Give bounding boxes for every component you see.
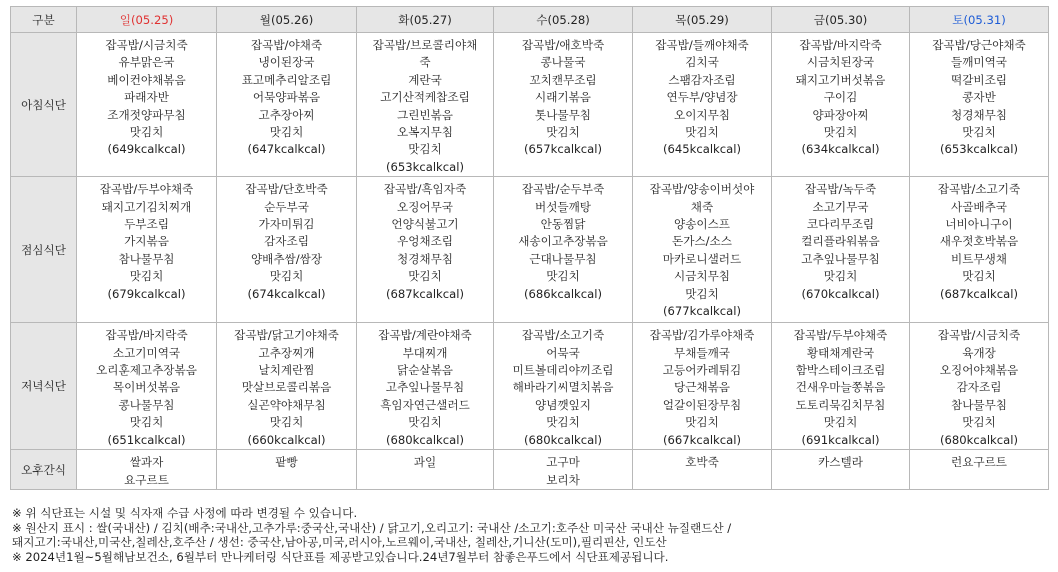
menu-item: 황태채계란국 xyxy=(806,345,875,360)
menu-item: 맛김치 xyxy=(546,415,580,430)
menu-item: 맛김치 xyxy=(823,415,858,430)
menu-item: 감자조림 xyxy=(264,234,309,249)
corner-header: 구분 xyxy=(11,7,77,33)
menu-item: 오복지무침 xyxy=(397,125,453,140)
menu-cell xyxy=(77,33,217,177)
menu-item: 건새우마늘쫑볶음 xyxy=(795,380,886,395)
menu-item: 쌀과자 xyxy=(129,455,164,470)
meal-row-label: 점심식단 xyxy=(11,177,77,323)
day-header-tue: 화(05.27) xyxy=(357,7,494,33)
menu-item: (657kcalkcal) xyxy=(523,142,602,157)
menu-item: 잡곡밥/닭고기야채죽 xyxy=(234,328,339,343)
menu-item: 무채들깨국 xyxy=(674,345,730,360)
menu-cell xyxy=(77,323,217,450)
menu-item: 맛김치 xyxy=(685,415,719,430)
meal-plan-table xyxy=(10,6,1049,490)
menu-cell xyxy=(772,450,910,490)
menu-item: 가자미튀김 xyxy=(258,217,315,232)
day-header-sun: 일(05.25) xyxy=(77,7,217,33)
menu-item: 맛김치 xyxy=(129,125,164,140)
menu-item: 맛김치 xyxy=(685,286,719,301)
menu-item: 고등어카레튀김 xyxy=(662,363,742,378)
menu-item: 들깨미역국 xyxy=(951,55,1007,70)
menu-item: (649kcalkcal) xyxy=(107,142,186,157)
menu-cell xyxy=(910,323,1049,450)
menu-item: 고추장찌개 xyxy=(258,345,315,360)
menu-cell xyxy=(494,450,633,490)
menu-item: 시금치된장국 xyxy=(806,55,875,70)
menu-item: 소고기미역국 xyxy=(112,345,181,360)
menu-item: 맛김치 xyxy=(408,415,442,430)
menu-item: (680kcalkcal) xyxy=(939,432,1018,447)
menu-item: 잡곡밥/흑임자죽 xyxy=(383,182,467,197)
menu-item: 오이지무침 xyxy=(674,107,730,122)
menu-item: 부대찌개 xyxy=(402,345,448,360)
menu-item: 잡곡밥/애호박죽 xyxy=(521,38,605,52)
menu-item: 잡곡밥/두부야채죽 xyxy=(99,182,194,197)
menu-item: 잡곡밥/브로콜리야채 xyxy=(372,38,478,52)
menu-item: 스팸감자조림 xyxy=(668,72,736,87)
menu-item: 콩나물국 xyxy=(540,55,586,70)
day-header-mon: 월(05.26) xyxy=(217,7,357,33)
menu-item: 새우젓호박볶음 xyxy=(939,234,1019,249)
menu-item: 런요구르트 xyxy=(951,455,1007,470)
menu-item: 어묵국 xyxy=(546,345,580,360)
menu-item: 맛김치 xyxy=(962,269,996,284)
menu-item: 맛살브로콜리볶음 xyxy=(241,380,332,395)
menu-item: 근대나물무침 xyxy=(529,251,597,266)
menu-item: 맛김치 xyxy=(823,269,858,284)
menu-item: 양파장아찌 xyxy=(812,107,869,122)
menu-cell xyxy=(217,177,357,323)
menu-item: 가지볶음 xyxy=(124,234,169,249)
menu-item: 언양식불고기 xyxy=(391,217,459,232)
menu-item: 맛김치 xyxy=(269,125,304,140)
menu-item: 잡곡밥/소고기죽 xyxy=(937,182,1021,197)
menu-cell xyxy=(772,323,910,450)
meal-row-breakfast xyxy=(11,33,1049,177)
menu-item: 콩나물무침 xyxy=(118,397,175,412)
menu-item: 연두부/양념장 xyxy=(666,90,738,105)
menu-item: 채죽 xyxy=(690,199,714,214)
menu-cell xyxy=(910,33,1049,177)
menu-item: 고추잎나물무침 xyxy=(385,380,465,395)
menu-item: 콩자반 xyxy=(962,90,996,105)
menu-item: 순두부국 xyxy=(264,199,309,214)
menu-item: 감자조림 xyxy=(956,380,1002,395)
footnotes xyxy=(12,506,1046,564)
menu-item: 청경채무침 xyxy=(951,107,1007,122)
menu-cell xyxy=(772,177,910,323)
menu-item: 계란국 xyxy=(408,72,442,87)
menu-item: (670kcalkcal) xyxy=(801,286,880,301)
menu-item: 카스텔라 xyxy=(818,455,863,470)
menu-cell xyxy=(357,177,494,323)
menu-item: 잡곡밥/시금치죽 xyxy=(105,38,188,52)
menu-item: 죽 xyxy=(419,55,431,70)
meal-row-snack xyxy=(11,450,1049,490)
menu-item: 돼지고기버섯볶음 xyxy=(795,72,886,87)
menu-item: 맛김치 xyxy=(269,415,304,430)
menu-item: 사골배추국 xyxy=(951,199,1007,214)
menu-item: 비트무생채 xyxy=(951,251,1007,266)
menu-item: 오징어무국 xyxy=(397,199,453,214)
menu-item: 해바라기씨멸치볶음 xyxy=(512,380,614,395)
footnote-line: ※ 2024년1월~5월해남보건소, 6월부터 만나케터링 식단표를 제공받고있습니다.24년7월부터 참좋은푸드에서 식단표제공됩니다. xyxy=(12,549,669,564)
menu-item: 유부맑은국 xyxy=(118,55,175,70)
menu-item: (677kcalkcal) xyxy=(662,304,741,319)
day-header-wed: 수(05.28) xyxy=(494,7,633,33)
menu-cell xyxy=(357,450,494,490)
menu-item: 맛김치 xyxy=(823,125,858,140)
menu-cell xyxy=(633,323,772,450)
header-row xyxy=(11,7,1049,33)
menu-item: 얼갈이된장무침 xyxy=(662,397,742,412)
footnote-line: ※ 위 식단표는 시설 및 식자재 수급 사정에 따라 변경될 수 있습니다. xyxy=(12,506,358,520)
menu-item: 목이버섯볶음 xyxy=(112,380,181,395)
menu-item: 당근채볶음 xyxy=(674,380,730,395)
menu-item: 안동찜닭 xyxy=(540,217,586,232)
menu-cell xyxy=(910,450,1049,490)
menu-item: (679kcalkcal) xyxy=(107,286,186,301)
menu-cell xyxy=(633,177,772,323)
footnote-line: ※ 원산지 표시 : 쌀(국내산) / 김치(배추:국내산,고추가루:중국산,국내산) / 닭고기,오리고기: 국내산 /소고기:호주산 미국산 국내산 뉴질랜드산 / xyxy=(12,520,732,535)
menu-item: 잡곡밥/당근야채죽 xyxy=(932,38,1026,52)
menu-cell xyxy=(217,450,357,490)
menu-item: 시래기볶음 xyxy=(535,90,591,105)
menu-item: (651kcalkcal) xyxy=(107,432,186,447)
menu-cell xyxy=(494,33,633,177)
menu-item: 돼지고기김치찌개 xyxy=(101,199,192,214)
menu-item: 양념깻잎지 xyxy=(535,397,591,412)
menu-item: 고구마 xyxy=(546,455,580,470)
menu-item: 구이김 xyxy=(823,90,858,105)
menu-cell xyxy=(772,33,910,177)
menu-item: 맛김치 xyxy=(408,142,442,157)
menu-item: 날치계란찜 xyxy=(258,363,315,378)
menu-item: 잡곡밥/양송이버섯야 xyxy=(649,182,755,197)
menu-item: (645kcalkcal) xyxy=(662,142,741,157)
menu-item: 도토리묵김치무침 xyxy=(795,397,886,412)
meal-row-lunch xyxy=(11,177,1049,323)
menu-item: 호박죽 xyxy=(685,455,719,470)
menu-item: 맛김치 xyxy=(129,415,164,430)
menu-item: (653kcalkcal) xyxy=(939,142,1018,157)
menu-item: (680kcalkcal) xyxy=(385,432,464,447)
menu-item: 맛김치 xyxy=(962,125,996,140)
menu-item: (667kcalkcal) xyxy=(662,432,741,447)
menu-cell xyxy=(633,450,772,490)
menu-item: 잡곡밥/야채죽 xyxy=(250,38,323,52)
menu-item: (680kcalkcal) xyxy=(523,432,602,447)
menu-item: 맛김치 xyxy=(129,269,164,284)
menu-item: 잡곡밥/순두부죽 xyxy=(521,182,605,197)
menu-item: (647kcalkcal) xyxy=(247,142,326,157)
menu-item: 돈가스/소스 xyxy=(672,234,732,249)
menu-item: 잡곡밥/단호박죽 xyxy=(245,182,328,197)
menu-item: 고기산적케찹조림 xyxy=(380,90,470,105)
menu-item: 두부조림 xyxy=(124,217,169,232)
menu-item: 참나물무침 xyxy=(951,397,1007,412)
meal-row-dinner xyxy=(11,323,1049,450)
menu-item: 고추장아찌 xyxy=(258,107,315,122)
menu-item: 소고기무국 xyxy=(812,199,869,214)
menu-item: 꼬치캔무조림 xyxy=(529,72,597,87)
day-header-sat: 토(05.31) xyxy=(910,7,1049,33)
menu-item: 코다리무조림 xyxy=(806,217,875,232)
menu-item: 우엉채조림 xyxy=(397,234,453,249)
menu-item: (691kcalkcal) xyxy=(801,432,880,447)
menu-item: 그린빈볶음 xyxy=(397,107,453,122)
day-header-fri: 금(05.30) xyxy=(772,7,910,33)
menu-item: 미트볼데리야끼조림 xyxy=(512,363,614,378)
menu-item: 육개장 xyxy=(962,345,996,360)
menu-item: 함박스테이크조림 xyxy=(795,363,886,378)
menu-item: 흑임자연근샐러드 xyxy=(380,397,470,412)
menu-item: 맛김치 xyxy=(685,125,719,140)
menu-item: 마카로니샐러드 xyxy=(662,251,742,266)
menu-item: 맛김치 xyxy=(408,269,442,284)
menu-cell xyxy=(77,450,217,490)
menu-item: 버섯들깨탕 xyxy=(535,199,591,214)
menu-cell xyxy=(494,177,633,323)
menu-item: 잡곡밥/시금치죽 xyxy=(937,328,1021,343)
menu-item: 양배추쌈/쌈장 xyxy=(250,251,323,266)
menu-item: 청경채무침 xyxy=(397,251,453,266)
menu-item: 잡곡밥/바지락죽 xyxy=(105,328,188,343)
menu-item: 참나물무침 xyxy=(118,251,175,266)
menu-item: (686kcalkcal) xyxy=(523,286,602,301)
menu-cell xyxy=(217,33,357,177)
menu-item: 너비아니구이 xyxy=(945,217,1013,232)
menu-item: 고추잎나물무침 xyxy=(801,251,880,266)
menu-item: (674kcalkcal) xyxy=(247,286,326,301)
menu-cell xyxy=(357,323,494,450)
menu-item: 오리훈제고추장볶음 xyxy=(96,363,197,378)
menu-item: 김치국 xyxy=(685,55,719,70)
day-header-thu: 목(05.29) xyxy=(633,7,772,33)
menu-cell xyxy=(633,33,772,177)
meal-row-label: 아침식단 xyxy=(11,33,77,177)
meal-row-label: 저녁식단 xyxy=(11,323,77,450)
menu-item: 요구르트 xyxy=(124,472,169,487)
menu-item: (687kcalkcal) xyxy=(385,286,464,301)
menu-cell xyxy=(357,33,494,177)
menu-item: 잡곡밥/계란야채죽 xyxy=(378,328,472,343)
menu-cell xyxy=(494,323,633,450)
menu-item: 어묵양파볶음 xyxy=(252,90,321,105)
menu-item: 보리차 xyxy=(546,472,580,487)
menu-item: 닭순살볶음 xyxy=(397,363,453,378)
menu-item: 맛김치 xyxy=(546,125,580,140)
menu-item: 베이컨야채볶음 xyxy=(107,72,186,87)
menu-item: 맛김치 xyxy=(269,269,304,284)
menu-item: 컬리플라워볶음 xyxy=(801,234,880,249)
menu-cell xyxy=(77,177,217,323)
menu-cell xyxy=(217,323,357,450)
menu-item: 실곤약야채무침 xyxy=(247,397,326,412)
menu-item: 잡곡밥/녹두죽 xyxy=(804,182,877,197)
menu-item: 냉이된장국 xyxy=(258,55,315,70)
menu-item: (687kcalkcal) xyxy=(939,286,1018,301)
menu-item: 잡곡밥/김가루야채죽 xyxy=(649,328,755,343)
menu-item: 잡곡밥/두부야채죽 xyxy=(793,328,888,343)
menu-item: 표고메추리알조림 xyxy=(241,72,332,87)
menu-item: 잡곡밥/들깨야채죽 xyxy=(655,38,749,52)
menu-item: 조개젓양파무침 xyxy=(107,107,186,122)
meal-row-label: 오후간식 xyxy=(11,450,77,490)
menu-item: 잡곡밥/바지락죽 xyxy=(799,38,882,52)
menu-item: 팥빵 xyxy=(275,455,298,470)
menu-item: 떡갈비조림 xyxy=(951,72,1007,87)
menu-item: 시금치무침 xyxy=(674,269,730,284)
menu-item: (660kcalkcal) xyxy=(247,432,326,447)
menu-item: 오징어야채볶음 xyxy=(939,363,1019,378)
menu-item: 맛김치 xyxy=(546,269,580,284)
menu-item: 양송이스프 xyxy=(674,217,730,232)
menu-cell xyxy=(910,177,1049,323)
menu-item: 맛김치 xyxy=(962,415,996,430)
menu-item: 과일 xyxy=(413,455,437,470)
menu-item: (634kcalkcal) xyxy=(801,142,880,157)
menu-item: 톳나물무침 xyxy=(535,107,591,122)
footnote-line: 돼지고기:국내산,미국산,칠레산,호주산 / 생선: 중국산,남아공,미국,러시아,노르웨이,국내산, 칠레산,기니산(도미),필리핀산, 인도산 xyxy=(12,535,667,550)
menu-item: 잡곡밥/소고기죽 xyxy=(521,328,605,343)
menu-item: (653kcalkcal) xyxy=(385,159,464,174)
menu-item: 파래자반 xyxy=(124,90,169,105)
menu-item: 새송이고추장볶음 xyxy=(518,234,608,249)
